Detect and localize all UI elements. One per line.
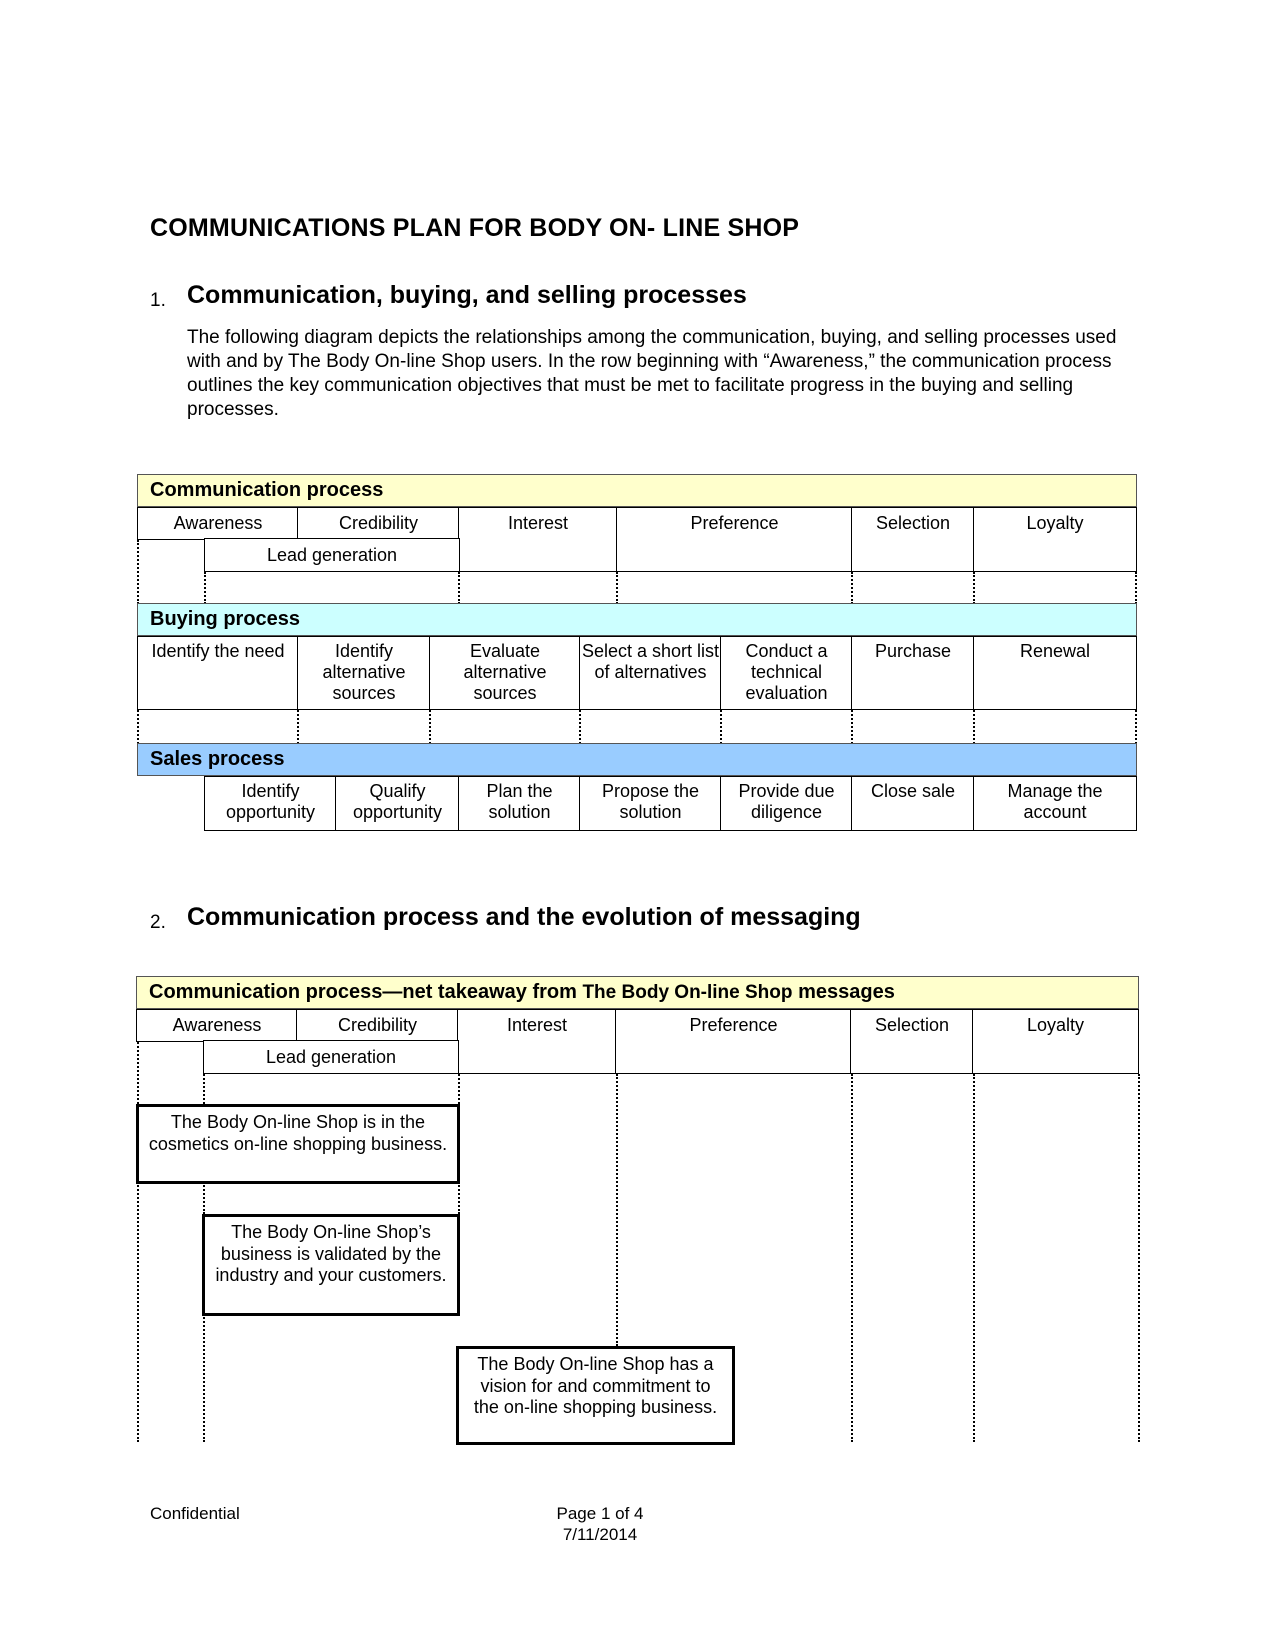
dotted-connector [429, 710, 431, 744]
buying-step-short-list: Select a short list of alternatives [579, 636, 722, 710]
dotted-connector [137, 540, 139, 604]
footer-confidential: Confidential [150, 1504, 240, 1523]
dotted-connector [851, 1074, 853, 1442]
sales-step-propose-solution: Propose the solution [579, 776, 722, 831]
stage-loyalty: Loyalty [973, 507, 1137, 572]
dotted-connector [616, 572, 618, 604]
sales-step-manage-account: Manage the account [973, 776, 1137, 831]
net-takeaway-title-end: messages [792, 981, 895, 1003]
sales-process-band: Sales process [137, 743, 1137, 776]
dotted-connector [458, 572, 460, 604]
stage-selection-2: Selection [850, 1009, 974, 1074]
dotted-connector [203, 1314, 205, 1442]
footer-date: 7/11/2014 [562, 1525, 638, 1544]
dotted-connector [137, 1182, 139, 1442]
dotted-connector [458, 1182, 460, 1214]
dotted-connector [851, 710, 853, 744]
dotted-connector [137, 1042, 139, 1104]
section-1-paragraph: The following diagram depicts the relationships among the communication, buying, and selling processes used with and by The Body On-line Shop users. In the row beginning with “Awareness,” the communication process outlines the key communication objectives that must be met to facilitate progress in the buying and selling processes. [187, 327, 1117, 420]
dotted-connector [973, 572, 975, 604]
dotted-connector [973, 710, 975, 744]
sales-step-qualify-opportunity: Qualify opportunity [335, 776, 460, 831]
stage-credibility: Credibility [297, 507, 460, 540]
dotted-connector [616, 1074, 618, 1346]
section-2-title: Communication process and the evolution of messaging [187, 903, 861, 931]
section-1-number: 1. [150, 290, 166, 311]
stage-awareness-2: Awareness [136, 1009, 298, 1042]
dotted-connector [973, 1074, 975, 1442]
dotted-connector [458, 1074, 460, 1104]
message-box-interest: The Body On-line Shop has a vision for and commitment to the on-line shopping business. [456, 1346, 735, 1445]
net-takeaway-brand: The Body On-line Shop [582, 982, 793, 1003]
stage-credibility-2: Credibility [296, 1009, 459, 1042]
stage-loyalty-2: Loyalty [972, 1009, 1139, 1074]
buying-step-identify-sources: Identify alternative sources [297, 636, 431, 710]
lead-generation: Lead generation [204, 538, 460, 572]
net-takeaway-title: Communication process—net takeaway from [149, 981, 583, 1003]
dotted-connector [297, 710, 299, 744]
stage-interest: Interest [458, 507, 618, 572]
lead-generation-2: Lead generation [203, 1040, 459, 1074]
dotted-connector [203, 1074, 205, 1104]
dotted-connector [1135, 572, 1137, 604]
footer-page-number: Page 1 of 4 [556, 1504, 644, 1523]
dotted-connector [1138, 1074, 1140, 1442]
dotted-connector [579, 710, 581, 744]
buying-step-evaluate-sources: Evaluate alternative sources [429, 636, 581, 710]
communication-process-band: Communication process [137, 474, 1137, 507]
buying-step-identify-need: Identify the need [137, 636, 299, 710]
dotted-connector [720, 710, 722, 744]
buying-step-renewal: Renewal [973, 636, 1137, 710]
sales-step-due-diligence: Provide due diligence [720, 776, 853, 831]
buying-step-technical-evaluation: Conduct a technical evaluation [720, 636, 853, 710]
sales-step-plan-solution: Plan the solution [458, 776, 581, 831]
stage-selection: Selection [851, 507, 975, 572]
dotted-connector [851, 572, 853, 604]
buying-process-band: Buying process [137, 603, 1137, 636]
sales-step-identify-opportunity: Identify opportunity [204, 776, 337, 831]
section-1-title: Communication, buying, and selling processes [187, 281, 747, 309]
dotted-connector [204, 572, 206, 604]
net-takeaway-band [136, 976, 1139, 1009]
stage-preference: Preference [616, 507, 853, 572]
stage-interest-2: Interest [457, 1009, 617, 1074]
sales-step-close-sale: Close sale [851, 776, 975, 831]
section-2-number: 2. [150, 912, 166, 933]
buying-step-purchase: Purchase [851, 636, 975, 710]
dotted-connector [137, 710, 139, 744]
dotted-connector [1135, 710, 1137, 744]
message-box-awareness: The Body On-line Shop is in the cosmetics on-line shopping business. [136, 1104, 460, 1184]
message-box-credibility: The Body On-line Shop’s business is validated by the industry and your customers. [202, 1214, 460, 1316]
document-title: COMMUNICATIONS PLAN FOR BODY ON- LINE SHOP [150, 214, 800, 242]
stage-preference-2: Preference [615, 1009, 852, 1074]
dotted-connector [203, 1182, 205, 1214]
stage-awareness: Awareness [137, 507, 299, 540]
